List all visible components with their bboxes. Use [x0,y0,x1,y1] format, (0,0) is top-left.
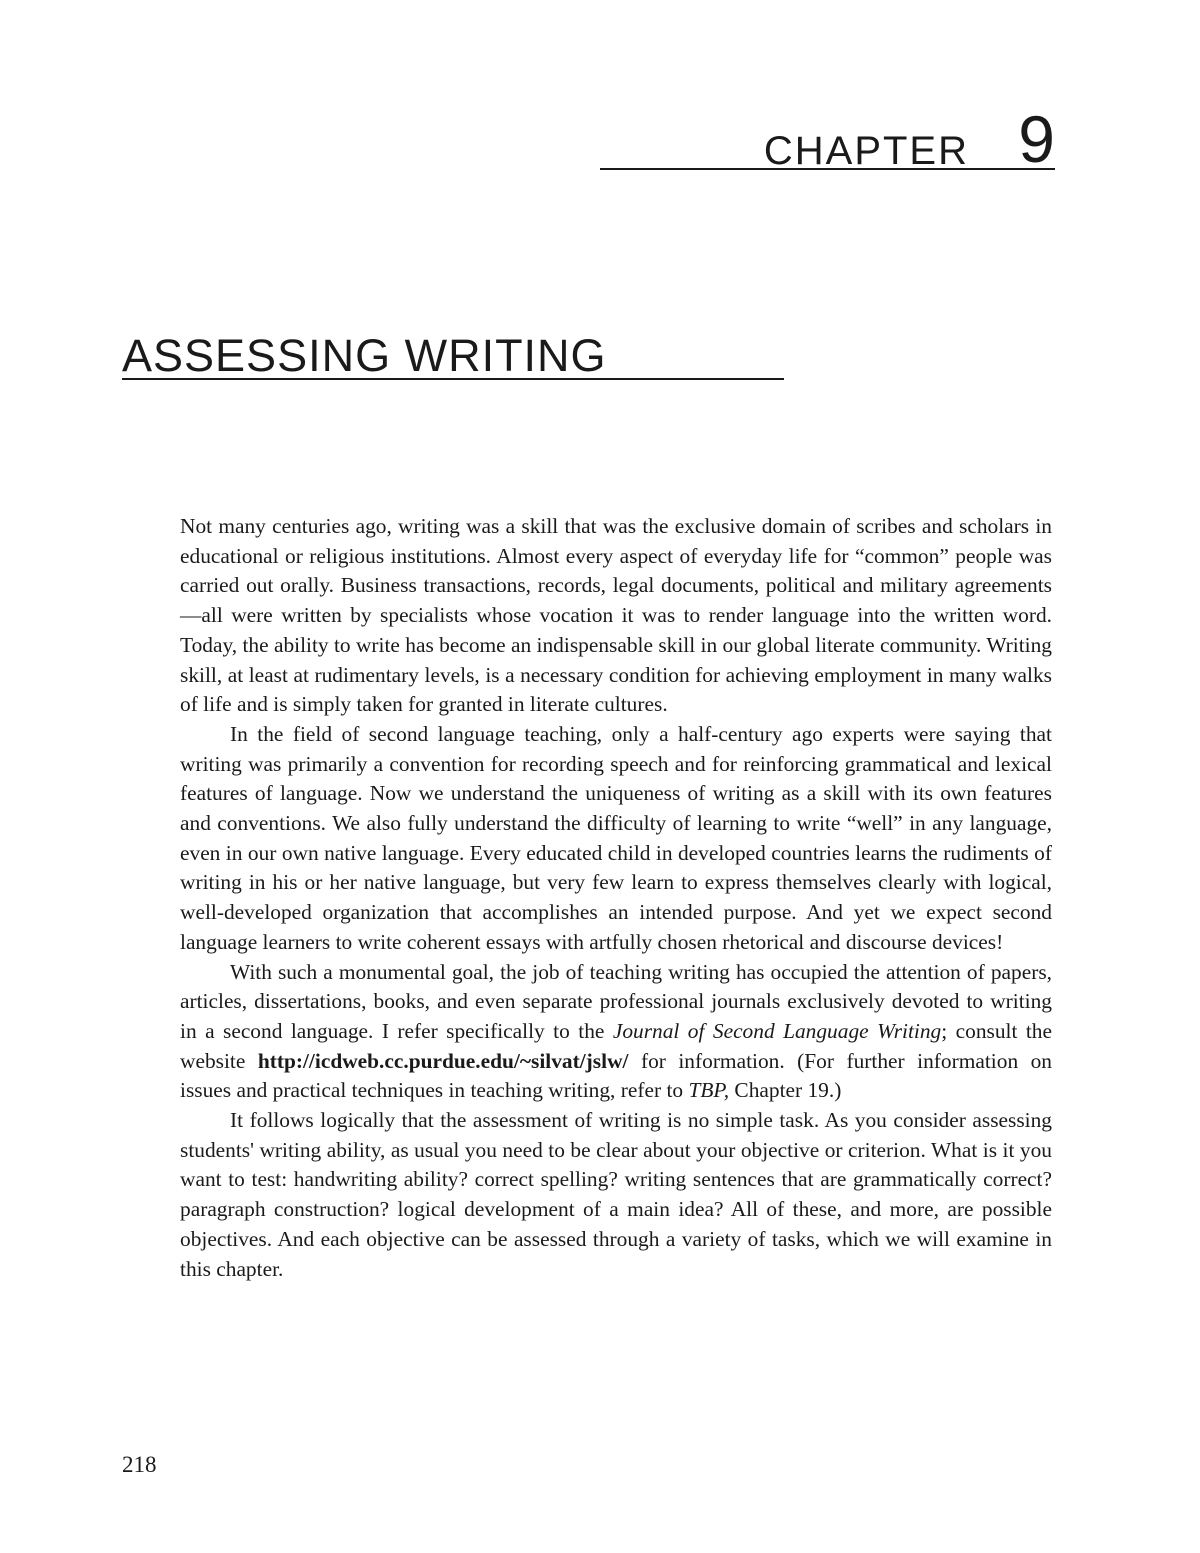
book-reference: TBP, [688,1078,730,1103]
chapter-title-text: ASSESSING WRITING [122,330,607,381]
paragraph-3-text-d: Chapter 19.) [729,1078,842,1103]
chapter-header [600,100,1055,176]
paragraph-1: Not many centuries ago, writing was a skill that was the exclusive domain of scribes and scholars in educational or religious institutions. Almost every aspect of everyday life for “common” people was carried out orally. Business transactions, records, legal documents, political and military agreements—all were written by specialists whose vocation it was to render language into the written word. Today, the ability to write has become an indispensable skill in our global literate community. Writing skill, at least at rudimentary levels, is a necessary condition for achieving employment in many walks of life and is simply taken for granted in literate cultures. [180,514,1052,717]
paragraph-3-text-c: for information. (For further information on issues and practical techniques in teaching writing, refer to [180,1048,1052,1103]
chapter-title [122,330,784,380]
page-number: 218 [122,1452,157,1477]
chapter-number: 9 [1018,102,1055,176]
body-text [180,512,1052,1284]
journal-website-url: http://icdweb.cc.purdue.edu/~silvat/jslw/ [257,1048,629,1073]
paragraph-4: It follows logically that the assessment of writing is no simple task. As you consider assessing students' writing ability, as usual you need to be clear about your objective or criterion. What is it you want to test: handwriting ability? correct spelling? writing sentences that are grammatically correct? paragraph construction? logical development of a main idea? All of these, and more, are possible objectives. And each objective can be assessed through a variety of tasks, which we will examine in this chapter. [180,1108,1052,1281]
chapter-label: CHAPTER [763,129,969,173]
paragraph-3-text-a: With such a monumental goal, the job of teaching writing has occupied the attention of papers, articles, dissertations, books, and even separate professional journals exclusively devoted to writing in a second language. I refer specifically to the [180,959,1052,1043]
paragraph-3 [180,958,1052,1107]
paragraph-2: In the field of second language teaching, only a half-century ago experts were saying that writing was primarily a convention for recording speech and for reinforcing grammatical and lexical features of language. Now we understand the uniqueness of writing as a skill with its own features and conventions. We also fully understand the difficulty of learning to write “well” in any language, even in our own native language. Every educated child in developed countries learns the rudiments of writing in his or her native language, but very few learn to express themselves clearly with logical, well-developed organization that accomplishes an intended purpose. And yet we expect second language learners to write coherent essays with artfully chosen rhetorical and discourse devices! [180,721,1052,954]
journal-title: Journal of Second Language Writing [612,1018,942,1043]
paragraph-3-text-b: ; consult the website [180,1018,1052,1073]
